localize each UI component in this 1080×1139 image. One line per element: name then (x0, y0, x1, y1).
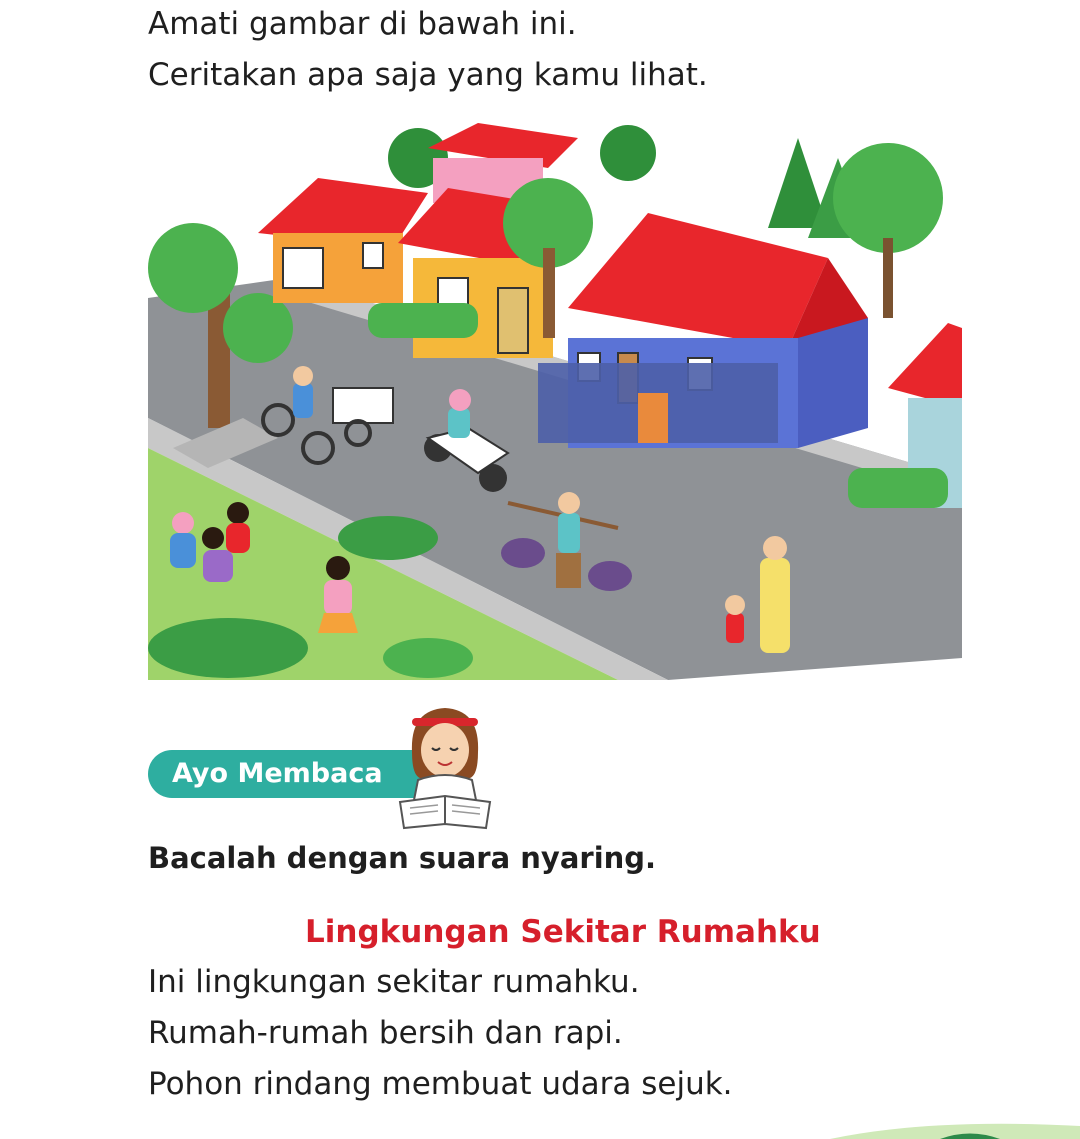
hedge (368, 303, 478, 338)
story-title: Lingkungan Sekitar Rumahku (305, 914, 821, 950)
story-line: Ini lingkungan sekitar rumahku. (148, 964, 640, 1000)
hedge (338, 516, 438, 560)
reading-girl-icon (390, 700, 500, 835)
page-corner-decoration (830, 1118, 1080, 1139)
neighborhood-illustration (148, 118, 962, 680)
reading-instruction: Bacalah dengan suara nyaring. (148, 841, 657, 875)
story-line: Rumah-rumah bersih dan rapi. (148, 1015, 623, 1051)
hedge (148, 618, 308, 678)
hedge (383, 638, 473, 678)
instruction-line-2: Ceritakan apa saja yang kamu lihat. (148, 57, 708, 93)
story-line: Pohon rindang membuat udara sejuk. (148, 1066, 733, 1102)
blue-house (538, 213, 868, 448)
instruction-line-1: Amati gambar di bawah ini. (148, 6, 577, 42)
section-badge: Ayo Membaca (148, 750, 438, 798)
hedge (848, 468, 948, 508)
